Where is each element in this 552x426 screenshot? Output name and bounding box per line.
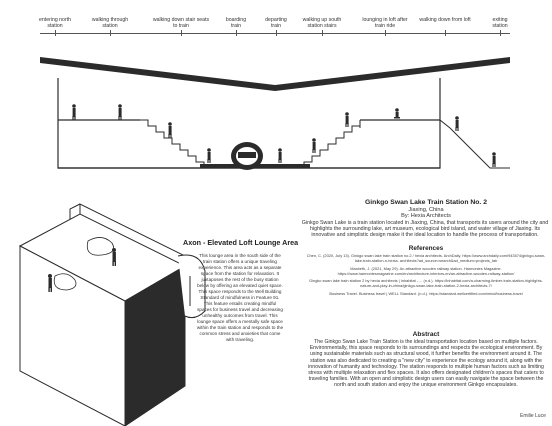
timeline-tick xyxy=(322,30,323,36)
project-architect: By: Hexia Architects xyxy=(401,213,451,219)
reference-item: Chen, C. (2020, July 13). Ginkgo swan lake train station no.2 / hexia architects. ArchDaily. https://www.archdaily.com/943574/ginkgo-swan-lake-train-station-n-hexia- architects?ad_source=search&ad_medium=projects_tab xyxy=(306,253,546,263)
author-name: Emilie Luce xyxy=(520,413,546,419)
timeline-tick xyxy=(385,30,386,36)
reference-item: Business Travel. Business travel | WELL Standard. (n.d.). https://standard.wellcertified.com/mind/business-travel xyxy=(329,290,523,296)
timeline-label-walking-through: walking through station xyxy=(91,17,129,29)
timeline-label-walking-down-loft: walking down from loft xyxy=(419,17,471,23)
axon-description: This lounge area in the south side of the train station offers a unique traveling experience. This area acts as a separate space from the station for relaxation. It juxtaposes the rest of the busy station below by offering an elevated quiet space. This space responds to the Well Building Standard of mindfulness in Feature 91. This feature entails creating mindful spaces for business travel and decreasing unhealthy outcomes from travel. This lounge space offers a mentally safe space within the train station and responds to the common stress and anxieties that come with traveling. xyxy=(196,253,284,342)
reference-item: Gingko swan lake train station 2 by hexia architects | Inhabitat - ... (n.d.). https://inhabitat.com/a-charming-timber-train-station-highlights-nature-and-play-in-china/ginkgo-swan-lake-train-station-2-hexia-architects-7/ xyxy=(309,278,543,289)
abstract-title: Abstract xyxy=(412,331,440,338)
timeline-tick xyxy=(181,30,182,36)
timeline-label-exiting: exiting station xyxy=(492,17,508,29)
abstract-text: The Ginkgo Swan Lake Train Station is the ideal transportation location based on multiple factors. Environmentally, this space responds to its surroundings and respects the ecological environment. By using sustainable materials such as structural wood, it further benefits the environment around it. The station was also dedicated to creating a "new city" to experience the ecology around it, along with the innovation of humanity and technology. The station responds to multiple human factors such as limiting stress with multiple relaxation and flex spaces. It also offers designated children's spaces that caters to traveling families. With an open and simplistic design users can easily navigate the space between the north and south station and enjoy the unique environment Ginkgo encapsulates. xyxy=(308,339,544,389)
reference-item: Macbeth, J. (2021, May 29). An attractive wooden railway station. Harmonies Magazine. https://www.harmoniesmagazine.com/en/architecture-interiors-en/an-attractive-wooden-railway-station/ xyxy=(337,265,515,276)
timeline-label-walking-up-south: walking up south station stairs xyxy=(302,17,342,29)
timeline-tick xyxy=(110,30,111,36)
timeline-tick xyxy=(236,30,237,36)
project-description: Ginkgo Swan Lake is a train station located in Jiaxing, China, that transports its users around the city and highlights the surrounding lake, art museum, ecological bird island, and water village of Jiaxing. Its innovative and simplistic design make it the ideal location to handle the process of transportation. xyxy=(301,220,549,239)
timeline-tick xyxy=(276,30,277,36)
axon-title: Axon - Elevated Loft Lounge Area xyxy=(183,238,299,247)
timeline-label-walking-down-stair-seats: walking down stair seats to train xyxy=(152,17,210,29)
timeline-label-departing: departing train xyxy=(265,17,287,29)
timeline-tick xyxy=(445,30,446,36)
references-list xyxy=(306,253,546,298)
stair-seats xyxy=(140,120,204,168)
south-stairs xyxy=(296,120,360,168)
project-location: Jiaxing, China xyxy=(408,207,444,213)
timeline-label-lounging: lounging in loft after train ride xyxy=(362,17,408,29)
exit-ramp xyxy=(440,120,510,168)
references-title: References xyxy=(408,245,444,252)
project-title: Ginkgo Swan Lake Train Station No. 2 xyxy=(365,199,487,206)
timeline-label-entering-north: entering north station xyxy=(38,17,71,29)
people-figures xyxy=(72,104,496,167)
station-section-drawing xyxy=(0,38,552,188)
timeline-label-boarding: boarding train xyxy=(225,17,247,29)
timeline-tick xyxy=(55,30,56,36)
timeline-tick xyxy=(500,30,501,36)
